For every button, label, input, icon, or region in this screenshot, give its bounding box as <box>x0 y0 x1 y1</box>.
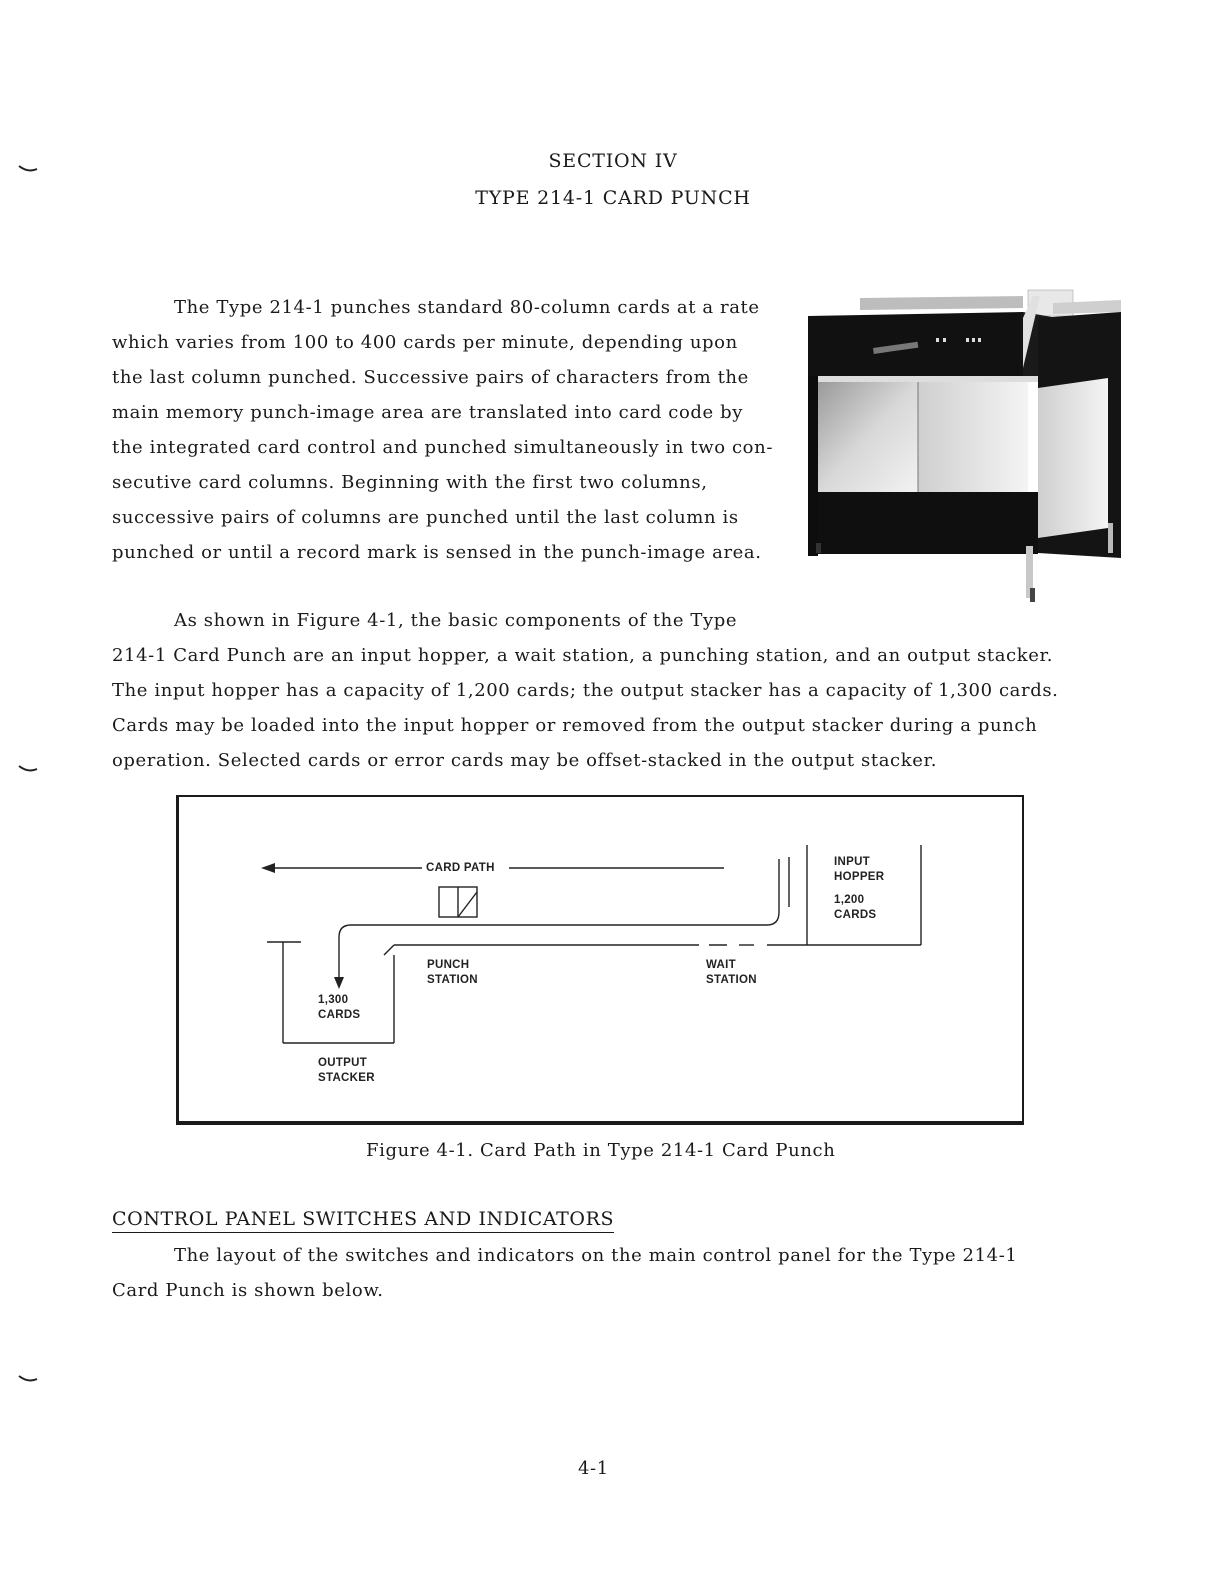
card-path-diagram <box>179 797 1022 1121</box>
label-line: STATION <box>706 974 757 986</box>
page-number: 4-1 <box>578 1458 609 1479</box>
text-line: secutive card columns. Beginning with the first two columns, <box>112 472 708 493</box>
punch-station-label <box>427 958 478 988</box>
label-line: STACKER <box>318 1072 375 1084</box>
margin-hole-mark <box>18 764 38 774</box>
input-hopper-capacity <box>834 893 876 923</box>
text-line: main memory punch-image area are translated into card code by <box>112 402 743 423</box>
text-line: The Type 214-1 punches standard 80-column cards at a rate <box>174 297 760 318</box>
card-punch-photo <box>808 288 1121 608</box>
paragraph-intro <box>112 290 773 570</box>
input-hopper-label <box>834 855 884 885</box>
label-line: HOPPER <box>834 871 885 883</box>
margin-hole-mark <box>18 1374 38 1384</box>
label-line: CARDS <box>318 1009 361 1021</box>
label-line: WAIT <box>706 959 736 971</box>
label-line: CARDS <box>834 909 877 921</box>
label-line: STATION <box>427 974 478 986</box>
text-line: Cards may be loaded into the input hopper or removed from the output stacker during a punch <box>112 715 1038 736</box>
label-line: 1,200 <box>834 894 865 906</box>
text-line: operation. Selected cards or error cards may be offset-stacked in the output stacker. <box>112 750 938 771</box>
paragraph-control-panel <box>112 1238 1017 1308</box>
text-line: Card Punch is shown below. <box>112 1280 384 1301</box>
text-line: the integrated card control and punched simultaneously in two con- <box>112 437 773 458</box>
paragraph-components <box>112 603 1058 778</box>
text-line: As shown in Figure 4-1, the basic components of the Type <box>174 610 738 631</box>
control-panel-heading: CONTROL PANEL SWITCHES AND INDICATORS <box>112 1208 614 1233</box>
text-line: successive pairs of columns are punched until the last column is <box>112 507 739 528</box>
card-path-label: CARD PATH <box>426 862 495 874</box>
text-line: the last column punched. Successive pairs of characters from the <box>112 367 749 388</box>
wait-station-label <box>706 958 757 988</box>
label-line: INPUT <box>834 856 870 868</box>
output-capacity <box>318 993 360 1023</box>
label-line: OUTPUT <box>318 1057 368 1069</box>
chapter-title: TYPE 214-1 CARD PUNCH <box>475 187 751 209</box>
figure-caption: Figure 4-1. Card Path in Type 214-1 Card Punch <box>366 1140 836 1161</box>
text-line: The input hopper has a capacity of 1,200 cards; the output stacker has a capacity of 1,300 cards. <box>112 680 1059 701</box>
output-stacker-label <box>318 1056 375 1086</box>
text-line: which varies from 100 to 400 cards per minute, depending upon <box>112 332 738 353</box>
card-path-figure <box>176 795 1024 1125</box>
section-title: SECTION IV <box>548 150 678 172</box>
text-line: punched or until a record mark is sensed in the punch-image area. <box>112 542 762 563</box>
label-line: 1,300 <box>318 994 349 1006</box>
label-line: PUNCH <box>427 959 470 971</box>
text-line: 214-1 Card Punch are an input hopper, a wait station, a punching station, and an output stacker. <box>112 645 1054 666</box>
text-line: The layout of the switches and indicators on the main control panel for the Type 214-1 <box>174 1245 1018 1266</box>
